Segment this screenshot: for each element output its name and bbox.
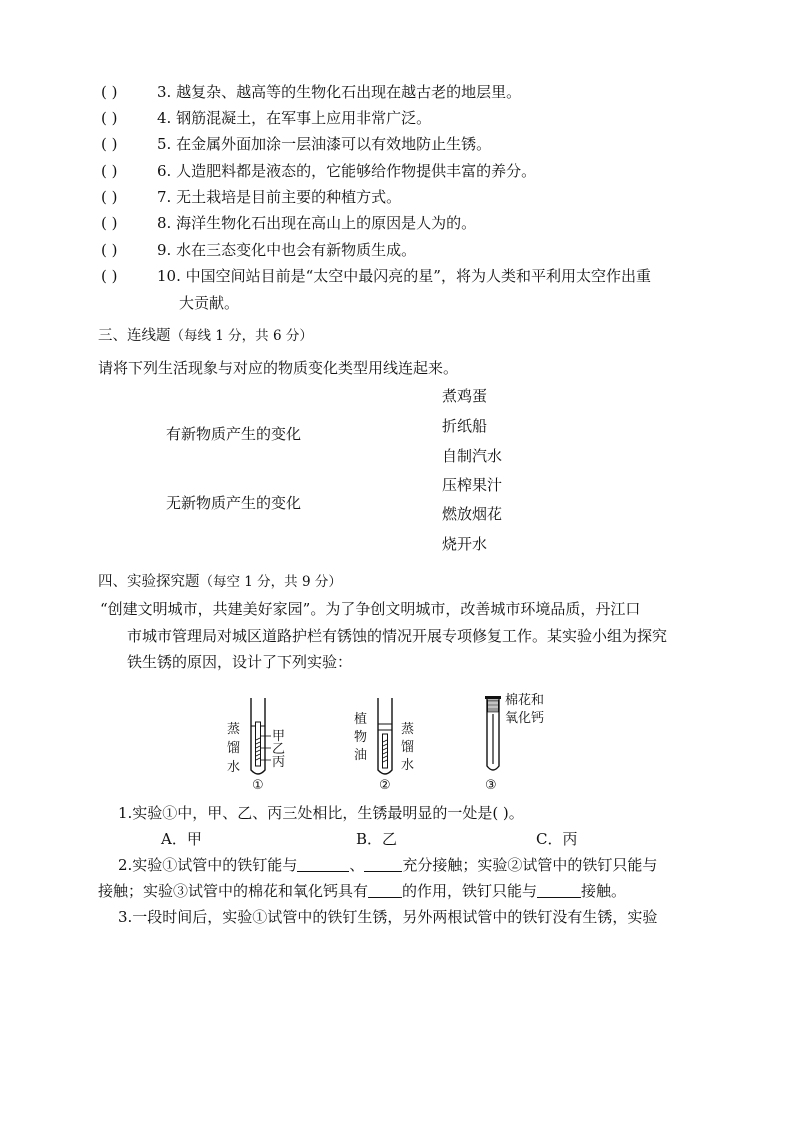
- match-right-item[interactable]: 自制汽水: [442, 447, 503, 465]
- tf-item-text: 3. 越复杂、越高等的生物化石出现在越古老的地层里。: [157, 83, 522, 101]
- section-4-intro-line-3: 铁生锈的原因，设计了下列实验：: [127, 653, 353, 671]
- match-left-item[interactable]: 无新物质产生的变化: [166, 494, 302, 512]
- section-title: 四、实验探究题: [98, 574, 200, 590]
- match-right-item[interactable]: 压榨果汁: [442, 476, 503, 494]
- tube2-number: ②: [379, 778, 391, 793]
- tf-item-7: [101, 187, 401, 207]
- tf-item-text: 7. 无土栽培是目前主要的种植方式。: [157, 188, 402, 206]
- answer-paren[interactable]: ( ): [101, 214, 118, 232]
- experiment-figure: [215, 690, 565, 795]
- tube1-label-char: 馏: [227, 741, 241, 756]
- tube2-water-label-char: 馏: [401, 740, 415, 755]
- answer-paren[interactable]: ( ): [101, 188, 118, 206]
- answer-blank[interactable]: [368, 883, 402, 898]
- tube2-water-label-char: 蒸: [401, 722, 415, 737]
- tf-item-6: [101, 161, 536, 181]
- answer-paren[interactable]: ( ): [101, 109, 118, 127]
- tube2-water-label-char: 水: [401, 758, 415, 773]
- tf-item-10-continuation: 大贡献。: [179, 294, 240, 312]
- answer-blank[interactable]: [297, 857, 349, 872]
- q2-text: 接触。: [581, 882, 627, 900]
- answer-paren[interactable]: ( ): [101, 135, 118, 153]
- q2-text: 、: [349, 856, 365, 874]
- tf-item-text: 9. 水在三态变化中也会有新物质生成。: [157, 241, 417, 259]
- q2-text: 接触；实验③试管中的棉花和氧化钙具有: [98, 882, 369, 900]
- answer-blank[interactable]: [364, 857, 402, 872]
- tube2-oil-label-char: 植: [354, 712, 368, 727]
- match-right-item[interactable]: 烧开水: [442, 535, 488, 553]
- q1-option-a[interactable]: A．甲: [161, 830, 202, 848]
- tf-item-9: [101, 240, 416, 260]
- match-right-item[interactable]: 燃放烟花: [442, 505, 503, 523]
- tf-item-8: [101, 213, 476, 233]
- tube3-number: ③: [485, 778, 497, 793]
- point-label-bing: 丙: [272, 755, 286, 770]
- point-label-yi: 乙: [272, 742, 286, 757]
- point-label-jia: 甲: [272, 729, 286, 744]
- tf-item-4: [101, 108, 431, 128]
- tf-item-text: 4. 钢筋混凝土，在军事上应用非常广泛。: [157, 109, 432, 127]
- q1-option-b[interactable]: B．乙: [356, 830, 398, 848]
- tube2-oil-label-char: 油: [354, 748, 368, 763]
- match-right-item[interactable]: 煮鸡蛋: [442, 387, 488, 405]
- tf-item-text: 10. 中国空间站目前是“太空中最闪亮的星”，将为人类和平利用太空作出重: [157, 267, 651, 285]
- tube3-label-line: 棉花和: [505, 693, 545, 708]
- tube1-label-char: 水: [227, 760, 241, 775]
- section-4-intro-line-1: “创建文明城市，共建美好家园”。为了争创文明城市，改善城市环境品质，丹江口: [100, 600, 641, 618]
- tube2-oil-label-char: 物: [354, 730, 368, 745]
- question-2-line-1: [118, 855, 657, 875]
- tf-item-10: [101, 266, 651, 286]
- section-4-heading: [98, 572, 342, 592]
- section-title: 三、连线题: [98, 328, 171, 344]
- question-2-line-2: [98, 881, 626, 901]
- section-points: （每空 1 分，共 9 分）: [199, 574, 342, 590]
- tf-item-3: [101, 82, 521, 102]
- section-3-heading: [98, 326, 313, 346]
- match-left-item[interactable]: 有新物质产生的变化: [166, 425, 302, 443]
- tf-item-text: 6. 人造肥料都是液态的，它能够给作物提供丰富的养分。: [157, 162, 537, 180]
- q2-text: 充分接触；实验②试管中的铁钉只能与: [402, 856, 658, 874]
- q1-option-c[interactable]: C．丙: [536, 830, 578, 848]
- answer-paren[interactable]: ( ): [101, 162, 118, 180]
- test-tube-1: [251, 698, 271, 774]
- test-tube-3: [485, 696, 501, 770]
- tube1-label-char: 蒸: [227, 722, 241, 737]
- tf-item-text: 5. 在金属外面加涂一层油漆可以有效地防止生锈。: [157, 135, 492, 153]
- question-1: 1.实验①中，甲、乙、丙三处相比，生锈最明显的一处是( )。: [118, 804, 524, 822]
- answer-paren[interactable]: ( ): [101, 83, 118, 101]
- q2-text: 的作用，铁钉只能与: [402, 882, 538, 900]
- answer-paren[interactable]: ( ): [101, 241, 118, 259]
- match-right-item[interactable]: 折纸船: [442, 417, 488, 435]
- tf-item-5: [101, 134, 491, 154]
- section-3-instruction: 请将下列生活现象与对应的物质变化类型用线连起来。: [98, 359, 459, 377]
- tube1-number: ①: [252, 778, 264, 793]
- q2-text: 2.实验①试管中的铁钉能与: [118, 856, 298, 874]
- tube3-label-line: 氧化钙: [505, 711, 545, 726]
- answer-paren[interactable]: ( ): [101, 267, 118, 285]
- test-tube-2: [378, 698, 392, 774]
- tf-item-text: 8. 海洋生物化石出现在高山上的原因是人为的。: [157, 214, 477, 232]
- section-points: （每线 1 分，共 6 分）: [170, 328, 313, 344]
- question-3: 3.一段时间后，实验①试管中的铁钉生锈，另外两根试管中的铁钉没有生锈，实验: [118, 908, 658, 926]
- answer-blank[interactable]: [537, 883, 581, 898]
- section-4-intro-line-2: 市城市管理局对城区道路护栏有锈蚀的情况开展专项修复工作。某实验小组为探究: [127, 627, 668, 645]
